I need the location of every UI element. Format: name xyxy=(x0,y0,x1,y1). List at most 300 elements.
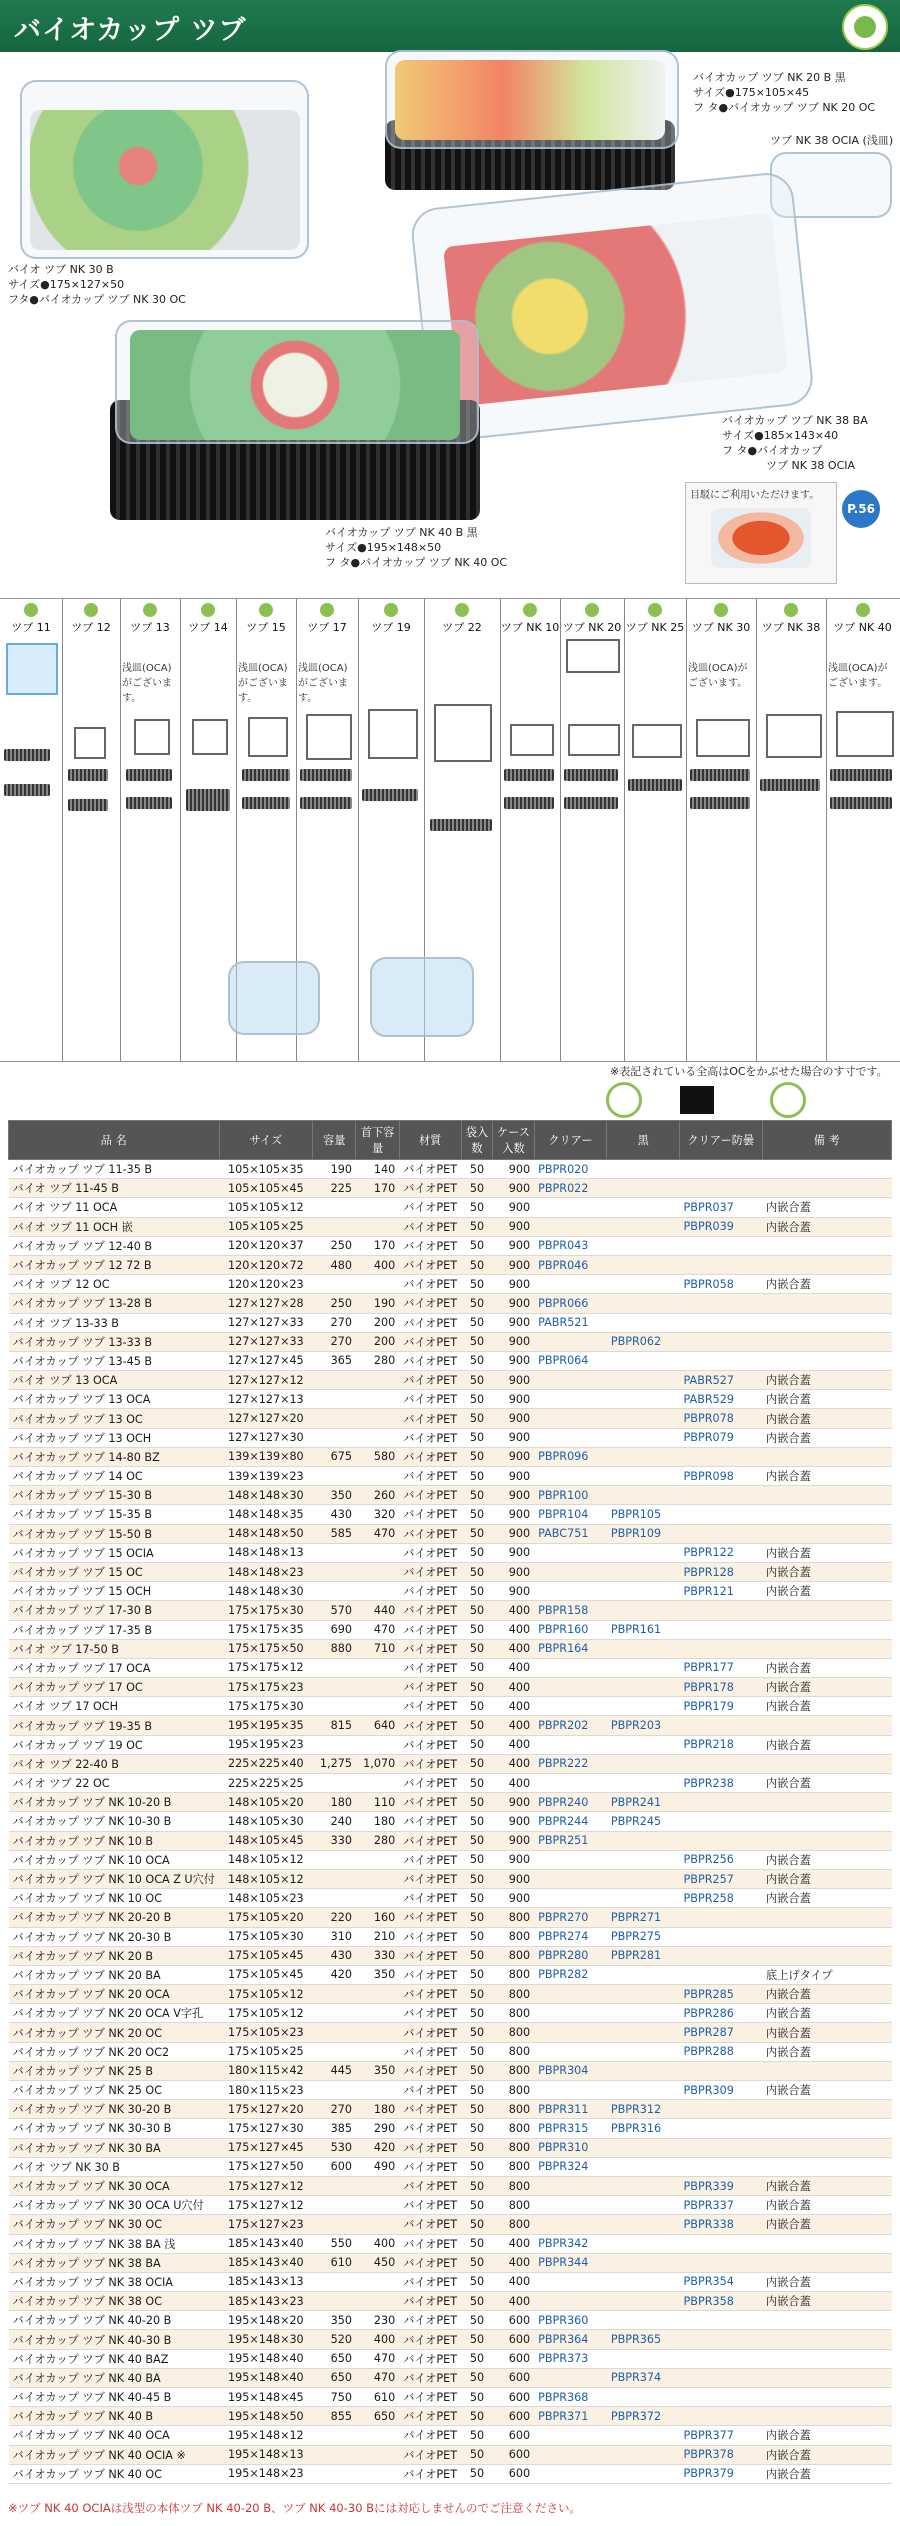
table-cell: バイオカップ ツブ NK 30 OCA xyxy=(9,2176,220,2195)
table-cell: 600 xyxy=(493,2464,534,2483)
table-cell: バイオPET xyxy=(399,1965,461,1984)
table-cell: 50 xyxy=(461,2023,493,2042)
table-row xyxy=(9,1678,892,1697)
table-cell xyxy=(680,1908,762,1927)
table-cell: バイオカップ ツブ 17 OCA xyxy=(9,1658,220,1677)
table-cell: 600 xyxy=(493,2426,534,2445)
page-reference-badge[interactable]: P.56 xyxy=(842,490,880,528)
table-cell: 50 xyxy=(461,1236,493,1255)
table-row xyxy=(9,2042,892,2061)
table-cell: 50 xyxy=(461,1332,493,1351)
table-cell: PBPR377 xyxy=(680,2426,762,2445)
table-cell: 195×148×50 xyxy=(219,2407,313,2426)
table-cell: PBPR324 xyxy=(534,2157,607,2176)
table-cell: バイオPET xyxy=(399,1850,461,1869)
fruit-cup-photo xyxy=(385,50,675,190)
table-cell: PBPR379 xyxy=(680,2464,762,2483)
table-cell: 50 xyxy=(461,1812,493,1831)
table-cell: バイオカップ ツブ 17 OC xyxy=(9,1678,220,1697)
table-cell: 900 xyxy=(493,1889,534,1908)
table-cell xyxy=(680,2311,762,2330)
table-cell: バイオカップ ツブ NK 20-20 B xyxy=(9,1908,220,1927)
col-header: ケース入数 xyxy=(493,1121,534,1160)
table-cell: バイオカップ ツブ 12-40 B xyxy=(9,1236,220,1255)
table-cell xyxy=(607,1562,680,1581)
table-cell: 50 xyxy=(461,1697,493,1716)
table-cell: 900 xyxy=(493,1850,534,1869)
table-cell: 580 xyxy=(356,1447,399,1466)
table-cell: PBPR280 xyxy=(534,1946,607,1965)
table-cell: 127×127×45 xyxy=(219,1351,313,1370)
table-cell: 内嵌合蓋 xyxy=(762,2292,891,2311)
table-row xyxy=(9,1754,892,1773)
col-header: 容量 xyxy=(313,1121,356,1160)
table-cell: 内嵌合蓋 xyxy=(762,1428,891,1447)
table-cell: 800 xyxy=(493,2215,534,2234)
table-cell xyxy=(313,2464,356,2483)
table-cell: 195×195×35 xyxy=(219,1716,313,1735)
table-cell: 400 xyxy=(493,1678,534,1697)
table-cell xyxy=(680,1812,762,1831)
table-cell: バイオカップ ツブ 13-45 B xyxy=(9,1351,220,1370)
table-cell xyxy=(607,2349,680,2368)
table-cell: PBPR079 xyxy=(680,1428,762,1447)
table-cell: PBPR064 xyxy=(534,1351,607,1370)
table-cell xyxy=(680,2061,762,2080)
table-cell: バイオPET xyxy=(399,1332,461,1351)
table-cell: 50 xyxy=(461,2368,493,2387)
table-cell: 400 xyxy=(493,1601,534,1620)
table-cell: バイオカップ ツブ 19-35 B xyxy=(9,1716,220,1735)
table-cell xyxy=(680,1946,762,1965)
header-bar xyxy=(0,0,900,52)
table-cell: 400 xyxy=(493,1620,534,1639)
table-cell xyxy=(534,1275,607,1294)
table-cell: バイオPET xyxy=(399,2330,461,2349)
table-row xyxy=(9,1486,892,1505)
table-cell xyxy=(762,1447,891,1466)
table-cell: PBPR257 xyxy=(680,1869,762,1888)
table-cell xyxy=(356,1390,399,1409)
table-cell: 148×148×35 xyxy=(219,1505,313,1524)
table-cell: 50 xyxy=(461,2176,493,2195)
table-cell: 139×139×23 xyxy=(219,1467,313,1486)
strip-col-nk40: ツブ NK 40 浅皿(OCA)がございます。 xyxy=(826,599,899,1061)
table-row xyxy=(9,2445,892,2464)
table-cell: PBPR128 xyxy=(680,1562,762,1581)
table-cell: バイオ ツブ 12 OC xyxy=(9,1275,220,1294)
caption-nk30b: バイオ ツブ NK 30 B サイズ●175×127×50 フタ●バイオカップ ツブ NK 30 OC xyxy=(8,263,186,306)
legend-black-swatch xyxy=(680,1086,714,1114)
table-cell: バイオカップ ツブ NK 30 OC xyxy=(9,2215,220,2234)
table-cell: 内嵌合蓋 xyxy=(762,1562,891,1581)
table-cell xyxy=(356,1217,399,1236)
caption-nk40b: バイオカップ ツブ NK 40 B 黒 サイズ●195×148×50 フ タ●バイオカップ ツブ NK 40 OC xyxy=(325,526,508,569)
table-cell: 50 xyxy=(461,1639,493,1658)
table-cell: バイオPET xyxy=(399,1543,461,1562)
table-cell: PBPR104 xyxy=(534,1505,607,1524)
table-row xyxy=(9,1236,892,1255)
table-cell xyxy=(607,1543,680,1562)
table-cell: バイオPET xyxy=(399,1313,461,1332)
table-cell: バイオカップ ツブ NK 40 OCA xyxy=(9,2426,220,2445)
table-cell xyxy=(762,1255,891,1274)
table-cell: バイオ ツブ 17 OCH xyxy=(9,1697,220,1716)
table-cell: 900 xyxy=(493,1351,534,1370)
table-cell: 50 xyxy=(461,1869,493,1888)
table-cell xyxy=(313,2042,356,2061)
table-cell xyxy=(680,2119,762,2138)
table-cell: 210 xyxy=(356,1927,399,1946)
table-cell: バイオカップ ツブ NK 10-20 B xyxy=(9,1793,220,1812)
table-cell: PBPR287 xyxy=(680,2023,762,2042)
table-cell: 800 xyxy=(493,2004,534,2023)
table-cell: 530 xyxy=(313,2138,356,2157)
table-cell xyxy=(607,1160,680,1179)
table-cell: バイオPET xyxy=(399,2311,461,2330)
table-cell: 650 xyxy=(356,2407,399,2426)
table-cell xyxy=(762,1179,891,1198)
table-cell: 280 xyxy=(356,1831,399,1850)
table-cell: バイオPET xyxy=(399,1774,461,1793)
table-cell: 50 xyxy=(461,2100,493,2119)
table-cell xyxy=(680,1447,762,1466)
table-cell xyxy=(313,1678,356,1697)
table-cell: バイオPET xyxy=(399,2349,461,2368)
table-cell: 650 xyxy=(313,2349,356,2368)
table-cell xyxy=(607,2157,680,2176)
table-cell xyxy=(313,1735,356,1754)
table-cell: バイオカップ ツブ NK 10 OCA xyxy=(9,1850,220,1869)
table-cell: バイオカップ ツブ 19 OC xyxy=(9,1735,220,1754)
table-cell xyxy=(762,1236,891,1255)
table-cell xyxy=(356,1543,399,1562)
lid-sample-photo-2 xyxy=(370,957,474,1037)
table-cell: 195×148×20 xyxy=(219,2311,313,2330)
strip-col-19: ツブ 19 xyxy=(358,599,425,1061)
table-row xyxy=(9,1639,892,1658)
table-cell: 195×148×40 xyxy=(219,2349,313,2368)
table-cell: 195×195×23 xyxy=(219,1735,313,1754)
table-cell: 365 xyxy=(313,1351,356,1370)
table-cell: 120×120×23 xyxy=(219,1275,313,1294)
table-cell: PBPR311 xyxy=(534,2100,607,2119)
table-cell xyxy=(313,1697,356,1716)
table-cell: 570 xyxy=(313,1601,356,1620)
table-cell: 50 xyxy=(461,2388,493,2407)
table-cell: 50 xyxy=(461,1447,493,1466)
table-cell: 800 xyxy=(493,2196,534,2215)
table-cell: 175×105×12 xyxy=(219,1985,313,2004)
table-cell: 127×127×33 xyxy=(219,1332,313,1351)
table-cell: バイオカップ ツブ NK 40 OCIA ※ xyxy=(9,2445,220,2464)
table-cell: 50 xyxy=(461,2042,493,2061)
table-cell: バイオPET xyxy=(399,1217,461,1236)
table-cell: PBPR285 xyxy=(680,1985,762,2004)
table-row xyxy=(9,1275,892,1294)
table-cell: PBPR374 xyxy=(607,2368,680,2387)
table-cell: 250 xyxy=(313,1294,356,1313)
table-cell xyxy=(680,1716,762,1735)
table-cell: 600 xyxy=(493,2407,534,2426)
table-cell: 900 xyxy=(493,1371,534,1390)
table-cell: 105×105×35 xyxy=(219,1160,313,1179)
table-cell: 420 xyxy=(356,2138,399,2157)
col-header: 首下容量 xyxy=(356,1121,399,1160)
table-cell: 140 xyxy=(356,1160,399,1179)
caption-nk38-lid: ツブ NK 38 OCIA (浅皿) xyxy=(770,134,894,147)
strip-col-15: ツブ 15 浅皿(OCA)がございます。 xyxy=(236,599,297,1061)
table-cell: バイオ ツブ 11-45 B xyxy=(9,1179,220,1198)
table-cell xyxy=(607,2426,680,2445)
caption-nk20b: バイオカップ ツブ NK 20 B 黒 サイズ●175×105×45 フ タ●バイオカップ ツブ NK 20 OC xyxy=(693,71,876,114)
table-cell xyxy=(534,1428,607,1447)
table-cell: 520 xyxy=(313,2330,356,2349)
table-cell: 50 xyxy=(461,2215,493,2234)
table-cell: PBPR274 xyxy=(534,1927,607,1946)
table-cell: バイオカップ ツブ NK 10 OCA Z U穴付 xyxy=(9,1869,220,1888)
col-header: 袋入数 xyxy=(461,1121,493,1160)
table-cell xyxy=(534,2042,607,2061)
table-cell xyxy=(762,1831,891,1850)
table-cell xyxy=(356,1697,399,1716)
col-header: サイズ xyxy=(219,1121,313,1160)
table-cell: 400 xyxy=(356,2234,399,2253)
table-cell: バイオPET xyxy=(399,2061,461,2080)
table-row xyxy=(9,2176,892,2195)
table-cell: 195×148×40 xyxy=(219,2368,313,2387)
table-cell: PBPR371 xyxy=(534,2407,607,2426)
table-cell: 50 xyxy=(461,1390,493,1409)
table-row xyxy=(9,2426,892,2445)
table-cell: 690 xyxy=(313,1620,356,1639)
table-cell: バイオPET xyxy=(399,2196,461,2215)
table-cell: 900 xyxy=(493,1831,534,1850)
table-cell xyxy=(313,2272,356,2291)
table-cell: バイオPET xyxy=(399,2100,461,2119)
table-cell xyxy=(313,1467,356,1486)
table-cell xyxy=(607,1831,680,1850)
table-cell: 175×175×30 xyxy=(219,1601,313,1620)
table-cell: 内嵌合蓋 xyxy=(762,2023,891,2042)
table-cell: 900 xyxy=(493,1332,534,1351)
table-cell: バイオカップ ツブ NK 20 B xyxy=(9,1946,220,1965)
table-cell xyxy=(680,1601,762,1620)
table-cell: 350 xyxy=(313,2311,356,2330)
table-cell: 900 xyxy=(493,1524,534,1543)
table-cell: PBPR240 xyxy=(534,1793,607,1812)
table-cell: PBPR039 xyxy=(680,1217,762,1236)
table-cell: 900 xyxy=(493,1793,534,1812)
table-row xyxy=(9,1793,892,1812)
table-cell: 400 xyxy=(493,1697,534,1716)
table-cell xyxy=(356,2445,399,2464)
table-cell xyxy=(313,2023,356,2042)
table-cell xyxy=(313,1198,356,1217)
table-cell xyxy=(762,2061,891,2080)
table-cell: バイオカップ ツブ 14 OC xyxy=(9,1467,220,1486)
table-cell: 900 xyxy=(493,1179,534,1198)
table-cell xyxy=(534,2196,607,2215)
table-cell xyxy=(607,2042,680,2061)
table-cell: 225×225×40 xyxy=(219,1754,313,1773)
table-cell: 855 xyxy=(313,2407,356,2426)
table-cell: 900 xyxy=(493,1543,534,1562)
table-cell: 50 xyxy=(461,1965,493,1984)
table-cell xyxy=(356,2292,399,2311)
table-cell: バイオPET xyxy=(399,1793,461,1812)
table-cell: PBPR372 xyxy=(607,2407,680,2426)
table-cell xyxy=(607,2023,680,2042)
table-cell xyxy=(762,1946,891,1965)
table-cell: 50 xyxy=(461,1985,493,2004)
table-cell: 内嵌合蓋 xyxy=(762,2196,891,2215)
table-cell: 50 xyxy=(461,2292,493,2311)
table-cell: バイオPET xyxy=(399,1889,461,1908)
table-cell xyxy=(607,2081,680,2100)
table-cell xyxy=(534,1850,607,1869)
table-cell: PBPR122 xyxy=(680,1543,762,1562)
table-cell: PBPR105 xyxy=(607,1505,680,1524)
table-cell xyxy=(607,1236,680,1255)
table-cell xyxy=(607,1294,680,1313)
table-cell: バイオPET xyxy=(399,2272,461,2291)
table-cell: 400 xyxy=(493,1716,534,1735)
strip-col-13: ツブ 13 浅皿(OCA)がございます。 xyxy=(120,599,181,1061)
table-cell: 195×148×45 xyxy=(219,2388,313,2407)
table-cell xyxy=(607,1582,680,1601)
strip-col-14: ツブ 14 xyxy=(180,599,237,1061)
table-cell xyxy=(313,2292,356,2311)
table-cell: バイオカップ ツブ 17-30 B xyxy=(9,1601,220,1620)
table-cell: 225×225×25 xyxy=(219,1774,313,1793)
col-header: 品 名 xyxy=(9,1121,220,1160)
page-title: バイオカップ ツブ xyxy=(14,15,247,46)
table-cell xyxy=(607,1735,680,1754)
table-cell: 900 xyxy=(493,1409,534,1428)
table-cell xyxy=(313,2196,356,2215)
table-cell: 50 xyxy=(461,1601,493,1620)
table-row xyxy=(9,2253,892,2272)
table-cell: バイオカップ ツブ NK 38 BA 浅 xyxy=(9,2234,220,2253)
table-row xyxy=(9,2215,892,2234)
table-cell xyxy=(607,1639,680,1658)
table-cell xyxy=(607,1428,680,1447)
table-cell: バイオPET xyxy=(399,1562,461,1581)
strip-col-nk10: ツブ NK 10 xyxy=(500,599,561,1061)
table-cell: 50 xyxy=(461,1217,493,1236)
table-cell: バイオPET xyxy=(399,1409,461,1428)
table-cell xyxy=(313,1658,356,1677)
strip-col-nk20: ツブ NK 20 xyxy=(560,599,625,1061)
salad-cup-photo xyxy=(20,80,310,260)
table-cell xyxy=(313,1562,356,1581)
table-cell: 148×105×23 xyxy=(219,1889,313,1908)
table-cell: 900 xyxy=(493,1313,534,1332)
strip-col-nk30: ツブ NK 30 浅皿(OCA)がございます。 xyxy=(686,599,757,1061)
table-row xyxy=(9,2272,892,2291)
table-row xyxy=(9,2061,892,2080)
table-cell: バイオカップ ツブ 15 OCIA xyxy=(9,1543,220,1562)
table-cell: 270 xyxy=(313,2100,356,2119)
table-cell: 185×143×23 xyxy=(219,2292,313,2311)
table-cell: バイオPET xyxy=(399,1946,461,1965)
table-cell xyxy=(356,1467,399,1486)
table-row xyxy=(9,1850,892,1869)
table-cell: 900 xyxy=(493,1562,534,1581)
table-cell: バイオ ツブ 22 OC xyxy=(9,1774,220,1793)
table-cell: PBPR338 xyxy=(680,2215,762,2234)
table-cell: 185×143×40 xyxy=(219,2253,313,2272)
table-cell xyxy=(762,2253,891,2272)
table-cell xyxy=(313,2426,356,2445)
table-cell xyxy=(534,1371,607,1390)
table-cell: PBPR222 xyxy=(534,1754,607,1773)
table-cell: PBPR342 xyxy=(534,2234,607,2253)
table-cell: 127×127×28 xyxy=(219,1294,313,1313)
table-cell: PBPR310 xyxy=(534,2138,607,2157)
table-cell: PBPR066 xyxy=(534,1294,607,1313)
col-header: 備 考 xyxy=(762,1121,891,1160)
table-cell xyxy=(762,2234,891,2253)
table-cell xyxy=(607,1869,680,1888)
table-cell: バイオPET xyxy=(399,2176,461,2195)
table-cell xyxy=(534,1658,607,1677)
table-cell: 900 xyxy=(493,1294,534,1313)
table-cell xyxy=(356,1409,399,1428)
table-cell: 160 xyxy=(356,1908,399,1927)
table-cell: 430 xyxy=(313,1505,356,1524)
table-cell: 内嵌合蓋 xyxy=(762,1774,891,1793)
table-cell: 400 xyxy=(493,2253,534,2272)
table-cell xyxy=(313,1850,356,1869)
table-row xyxy=(9,1524,892,1543)
table-cell: バイオカップ ツブ NK 40 BAZ xyxy=(9,2349,220,2368)
table-cell: PBPR368 xyxy=(534,2388,607,2407)
table-cell: 550 xyxy=(313,2234,356,2253)
table-cell: 220 xyxy=(313,1908,356,1927)
table-cell: 50 xyxy=(461,1160,493,1179)
table-cell: 50 xyxy=(461,1505,493,1524)
table-cell: バイオPET xyxy=(399,1275,461,1294)
table-cell: 600 xyxy=(493,2349,534,2368)
table-cell xyxy=(534,1678,607,1697)
table-cell xyxy=(762,2349,891,2368)
table-cell xyxy=(607,1467,680,1486)
table-cell: 175×105×12 xyxy=(219,2004,313,2023)
table-row xyxy=(9,1332,892,1351)
table-cell xyxy=(680,1351,762,1370)
table-cell xyxy=(534,2464,607,2483)
table-cell xyxy=(534,2292,607,2311)
col-header: クリアー防曇 xyxy=(680,1121,762,1160)
table-cell: PBPR244 xyxy=(534,1812,607,1831)
table-cell: 175×127×12 xyxy=(219,2196,313,2215)
table-cell: 400 xyxy=(493,2272,534,2291)
table-cell xyxy=(607,2253,680,2272)
table-cell xyxy=(313,1390,356,1409)
table-cell: 内嵌合蓋 xyxy=(762,1217,891,1236)
table-cell: バイオPET xyxy=(399,1927,461,1946)
table-cell: 50 xyxy=(461,1754,493,1773)
table-cell: 400 xyxy=(493,2292,534,2311)
table-cell: 175×105×30 xyxy=(219,1927,313,1946)
table-cell: 800 xyxy=(493,2157,534,2176)
table-cell xyxy=(762,1332,891,1351)
table-cell: 750 xyxy=(313,2388,356,2407)
table-cell: 290 xyxy=(356,2119,399,2138)
table-cell: バイオPET xyxy=(399,1716,461,1735)
